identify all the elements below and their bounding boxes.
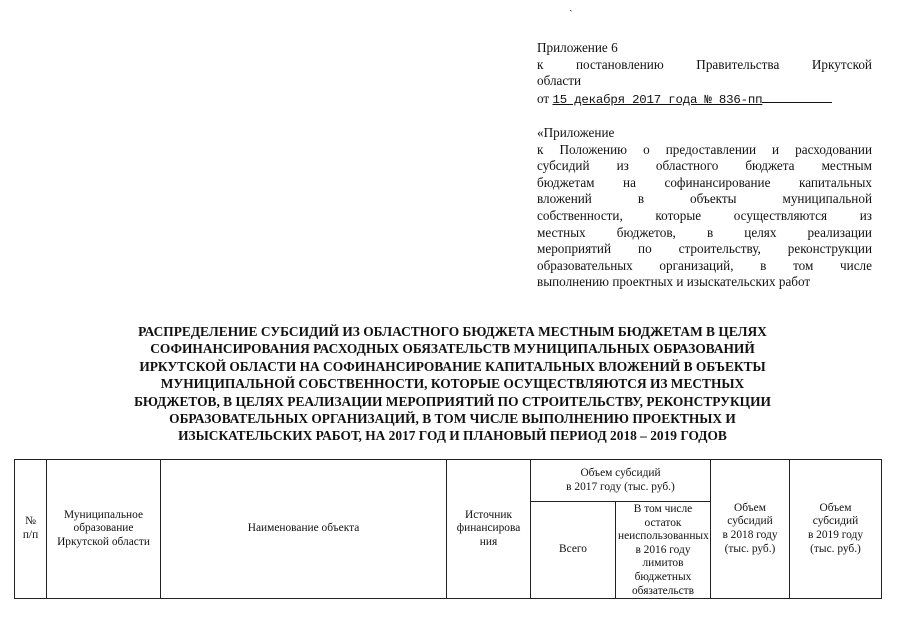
title-line: ОБРАЗОВАТЕЛЬНЫХ ОРГАНИЗАЦИЙ, В ТОМ ЧИСЛЕ ВЫПОЛНЕНИЮ ПРОЕКТНЫХ И — [169, 411, 736, 427]
document-title — [60, 323, 845, 445]
title-line: БЮДЖЕТОВ, В ЦЕЛЯХ РЕАЛИЗАЦИИ МЕРОПРИЯТИЙ ПО СТРОИТЕЛЬСТВУ, РЕКОНСТРУКЦИИ — [134, 393, 771, 409]
header-funding-source — [447, 460, 531, 599]
regulation-line: мероприятий по строительству, реконструкции — [537, 241, 872, 257]
decree-date-number: 15 декабря 2017 года № 836-пп — [552, 92, 763, 107]
header-municipality — [47, 460, 161, 599]
header-line: неиспользованных — [618, 530, 709, 543]
header-line: субсидий — [727, 515, 773, 528]
appendix-decree: к постановлению Правительства Иркутской — [537, 56, 872, 72]
header-line: Муниципальное — [63, 508, 144, 521]
header-line: ния — [479, 535, 498, 548]
header-line: субсидий — [812, 515, 859, 528]
regulation-line: местных бюджетов, в целях реализации — [537, 224, 872, 240]
stray-mark: ˏ — [569, 0, 573, 12]
regulation-line: собственности, которые осуществляются из — [537, 207, 872, 223]
date-prefix: от — [537, 90, 550, 106]
title-line: МУНИЦИПАЛЬНОЙ СОБСТВЕННОСТИ, КОТОРЫЕ ОСУЩЕСТВЛЯЮТСЯ ИЗ МЕСТНЫХ — [160, 376, 745, 392]
header-line: Объем субсидий — [580, 466, 661, 479]
regulation-line: вложений в объекты муниципальной — [537, 191, 872, 207]
header-line: в 2019 году — [807, 529, 864, 542]
title-line: ИЗЫСКАТЕЛЬСКИХ РАБОТ, НА 2017 ГОД И ПЛАНОВЫЙ ПЕРИОД 2018 – 2019 ГОДОВ — [178, 428, 727, 444]
appendix-date-line — [537, 90, 872, 109]
header-line: Наименование объекта — [247, 522, 360, 535]
header-number — [15, 460, 47, 599]
header-line: финансирова — [456, 522, 521, 535]
header-line: лимитов — [642, 557, 684, 570]
regulation-line: бюджетам на софинансирование капитальных — [537, 174, 872, 190]
appendix-block — [537, 40, 872, 108]
header-line: Всего — [559, 543, 587, 556]
appendix-region: области — [537, 73, 582, 89]
header-line: (тыс. руб.) — [724, 542, 776, 555]
header-line: Объем — [734, 501, 766, 514]
header-line: Иркутской области — [57, 535, 150, 548]
header-volume-2018 — [711, 460, 790, 599]
header-volume-2017 — [531, 460, 711, 502]
regulation-block — [537, 125, 872, 291]
header-line: образование — [73, 522, 134, 535]
regulation-line: к Положению о предоставлении и расходовании — [537, 141, 872, 157]
header-line: (тыс. руб.) — [810, 542, 861, 555]
regulation-line: выполнению проектных и изыскательских работ — [537, 274, 811, 290]
header-line: В том числе остаток — [633, 503, 693, 529]
header-line: Источник — [465, 508, 512, 521]
title-line: ИРКУТСКОЙ ОБЛАСТИ НА СОФИНАНСИРОВАНИЕ КАПИТАЛЬНЫХ ВЛОЖЕНИЙ В ОБЪЕКТЫ — [139, 358, 766, 374]
header-line: в 2016 году — [635, 543, 691, 556]
header-total — [531, 502, 616, 599]
regulation-line: образовательных организаций, в том числе — [537, 257, 872, 273]
header-line: № — [25, 515, 36, 528]
regulation-line: «Приложение — [537, 125, 615, 140]
header-volume-2019 — [790, 460, 882, 599]
header-line: Объем — [819, 501, 852, 514]
appendix-number: Приложение 6 — [537, 40, 618, 55]
header-line: в 2017 году (тыс. руб.) — [566, 480, 675, 493]
header-line: бюджетных — [634, 570, 692, 583]
title-line: РАСПРЕДЕЛЕНИЕ СУБСИДИЙ ИЗ ОБЛАСТНОГО БЮДЖЕТА МЕСТНЫМ БЮДЖЕТАМ В ЦЕЛЯХ — [138, 324, 767, 339]
header-unused-remains — [616, 502, 711, 599]
underline-fill — [762, 90, 832, 103]
header-line: в 2018 году — [722, 529, 778, 542]
header-line: п/п — [22, 529, 39, 542]
header-line: обязательств — [631, 584, 695, 597]
title-line: СОФИНАНСИРОВАНИЯ РАСХОДНЫХ ОБЯЗАТЕЛЬСТВ МУНИЦИПАЛЬНЫХ ОБРАЗОВАНИЙ — [150, 341, 755, 357]
subsidy-table-header — [14, 459, 882, 599]
regulation-line: субсидий из областного бюджета местным — [537, 158, 872, 174]
header-object-name — [161, 460, 447, 599]
